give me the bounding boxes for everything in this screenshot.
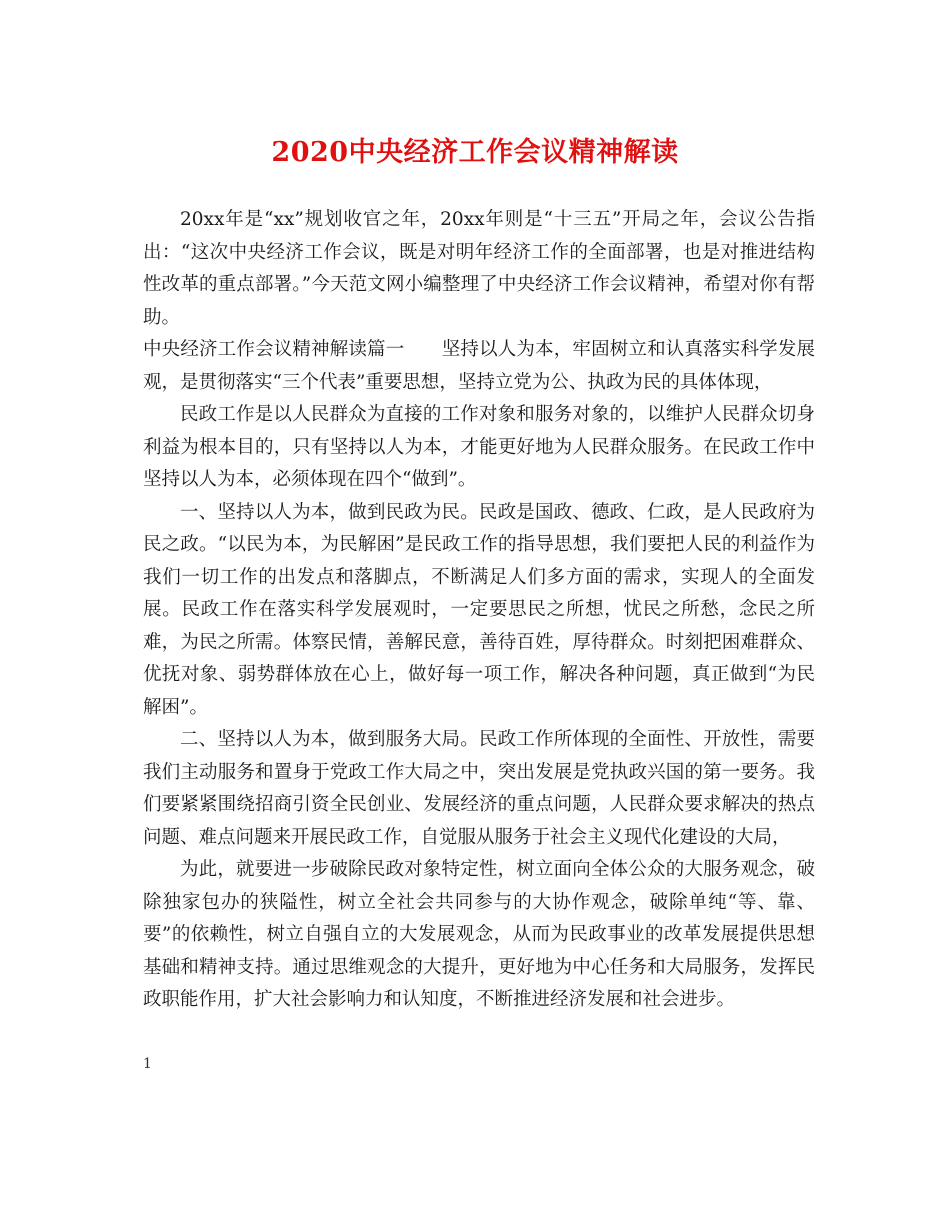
page-number: 1	[143, 1056, 152, 1072]
paragraph-point-one: 一、坚持以人为本，做到民政为民。民政是国政、德政、仁政，是人民政府为民之政。“以民为本，为民解困”是民政工作的指导思想，我们要把人民的利益作为我们一切工作的出发点和落脚点，不断满足人们多方面的需求，实现人的全面发展。民政工作在落实科学发展观时，一定要思民之所想，忧民之所愁，念民之所难，为民之所需。体察民情，善解民意，善待百姓，厚待群众。时刻把困难群众、优抚对象、弱势群体放在心上，做好每一项工作，解决各种问题，真正做到“为民解困”。	[143, 501, 815, 718]
paragraph-therefore: 为此，就要进一步破除民政对象特定性，树立面向全体公众的大服务观念，破除独家包办的狭隘性，树立全社会共同参与的大协作观念，破除单纯“等、靠、要”的依赖性，树立自强自立的大发展观念，从而为民政事业的改革发展提供思想基础和精神支持。通过思维观念的大提升，更好地为中心任务和大局服务，发挥民政职能作用，扩大社会影响力和认知度，不断推进经济发展和社会进步。	[143, 859, 815, 1010]
paragraph-section-one-heading: 中央经济工作会议精神解读篇一 坚持以人为本，牢固树立和认真落实科学发展观，是贯彻落实“三个代表”重要思想，坚持立党为公、执政为民的具体体现，	[143, 339, 815, 393]
paragraph-civil-affairs: 民政工作是以人民群众为直接的工作对象和服务对象的，以维护人民群众切身利益为根本目的，只有坚持以人为本，才能更好地为人民群众服务。在民政工作中坚持以人为本，必须体现在四个“做到”。	[143, 404, 815, 490]
document-title: 2020中央经济工作会议精神解读	[271, 137, 679, 168]
paragraph-point-two: 二、坚持以人为本，做到服务大局。民政工作所体现的全面性、开放性，需要我们主动服务和置身于党政工作大局之中，突出发展是党执政兴国的第一要务。我们要紧紧围绕招商引资全民创业、发展经济的重点问题，人民群众要求解决的热点问题、难点问题来开展民政工作，自觉服从服务于社会主义现代化建设的大局，	[143, 729, 815, 848]
document-body	[143, 204, 815, 1017]
paragraph-intro: 20xx年是“xx”规划收官之年，20xx年则是“十三五”开局之年，会议公告指出：“这次中央经济工作会议，既是对明年经济工作的全面部署，也是对推进结构性改革的重点部署。”今天范文网小编整理了中央经济工作会议精神，希望对你有帮助。	[143, 209, 815, 328]
